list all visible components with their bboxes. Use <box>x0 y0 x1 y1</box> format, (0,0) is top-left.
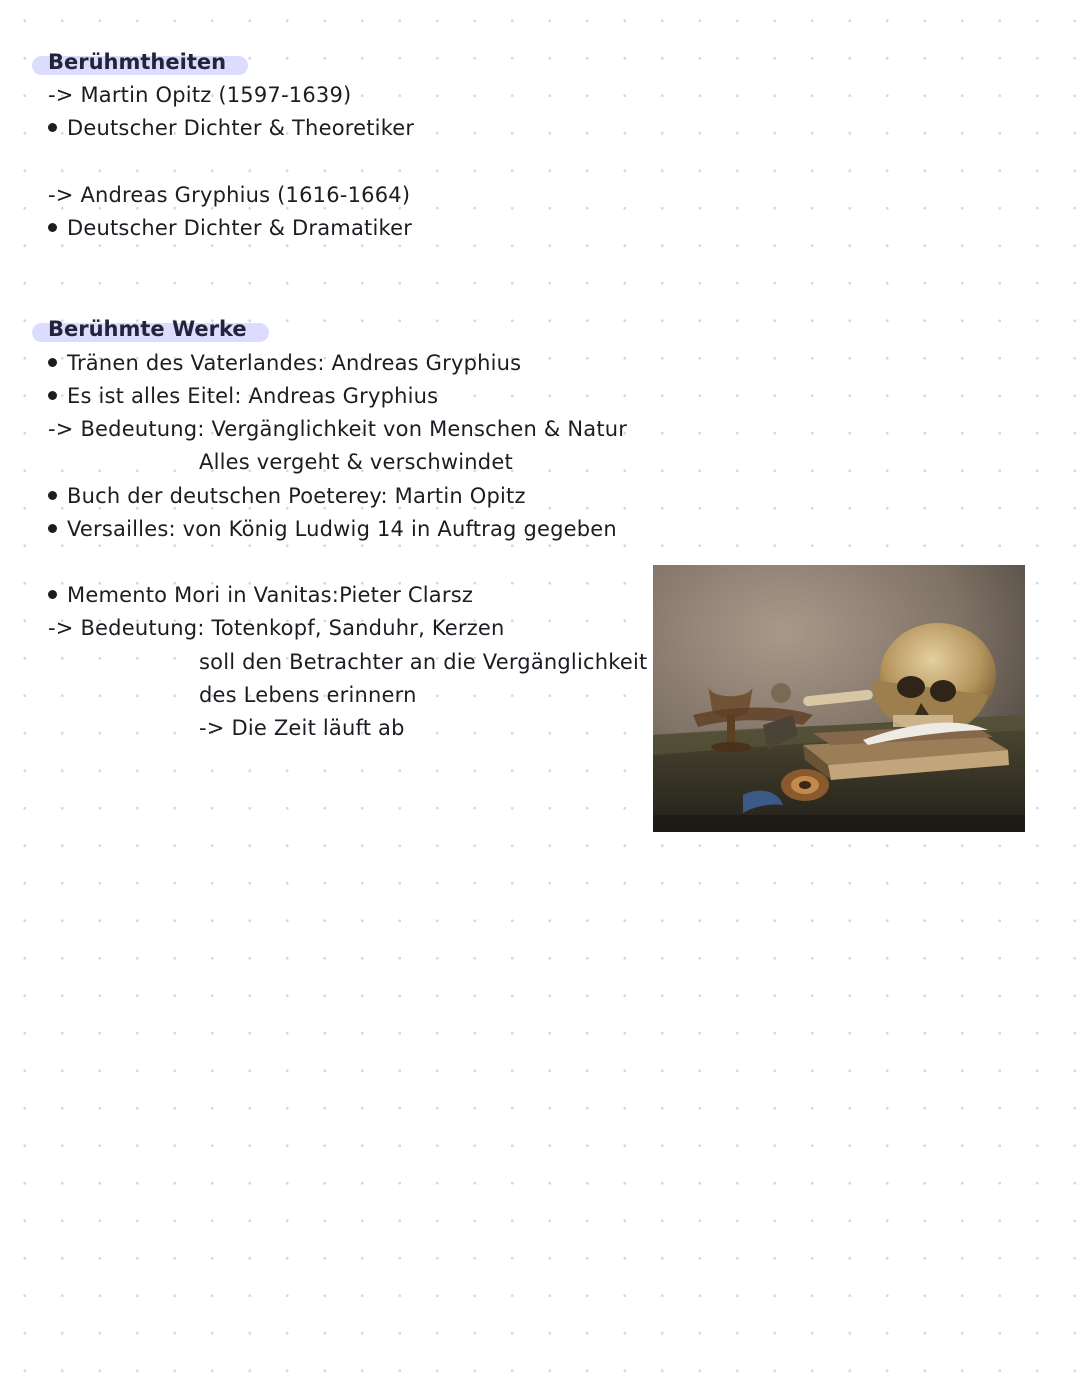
bullet-icon <box>48 223 57 232</box>
line-memento-mori: Memento Mori in Vanitas:Pieter Clarsz <box>48 580 473 610</box>
line-bedeutung-2: -> Bedeutung: Totenkopf, Sanduhr, Kerzen <box>48 616 505 640</box>
line-werk-eitel: Es ist alles Eitel: Andreas Gryphius <box>48 381 438 411</box>
bullet-icon <box>48 391 57 400</box>
line-werk-poeterey: Buch der deutschen Poeterey: Martin Opitz <box>48 481 526 511</box>
bullet-icon <box>48 590 57 599</box>
line-bedeutung-2-cont1: soll den Betrachter an die Vergänglichkeit <box>199 650 648 674</box>
vanitas-painting <box>653 565 1025 832</box>
line-werk-traenen: Tränen des Vaterlandes: Andreas Gryphius <box>48 348 521 378</box>
line-bedeutung-2-cont2: des Lebens erinnern <box>199 683 417 707</box>
bullet-icon <box>48 524 57 533</box>
line-opitz: -> Martin Opitz (1597-1639) <box>48 83 352 107</box>
bullet-icon <box>48 358 57 367</box>
line-opitz-desc: Deutscher Dichter & Theoretiker <box>48 113 414 143</box>
line-gryphius: -> Andreas Gryphius (1616-1664) <box>48 183 411 207</box>
heading-beruehmtheiten: Berühmtheiten <box>32 47 248 77</box>
line-werk-versailles: Versailles: von König Ludwig 14 in Auftrag gegeben <box>48 514 617 544</box>
bullet-icon <box>48 491 57 500</box>
line-bedeutung-1-cont: Alles vergeht & verschwindet <box>199 450 513 474</box>
line-bedeutung-1: -> Bedeutung: Vergänglichkeit von Menschen & Natur <box>48 417 628 441</box>
line-bedeutung-2-cont3: -> Die Zeit läuft ab <box>199 716 405 740</box>
line-gryphius-desc: Deutscher Dichter & Dramatiker <box>48 213 412 243</box>
bullet-icon <box>48 123 57 132</box>
heading-beruehmte-werke: Berühmte Werke <box>32 314 269 344</box>
